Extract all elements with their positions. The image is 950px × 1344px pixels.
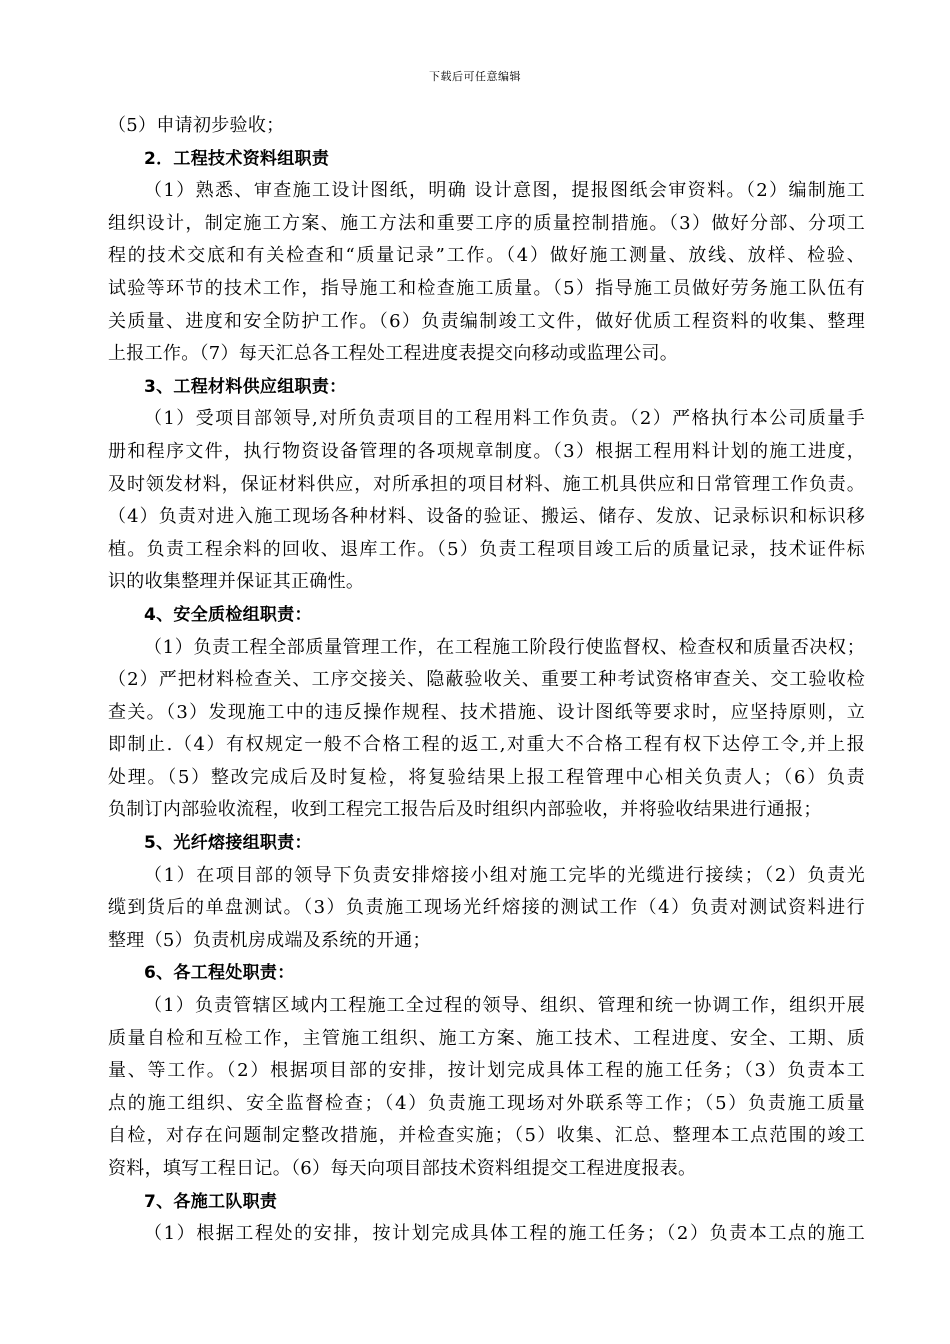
paragraph-line: 上报工作。（7）每天汇总各工程处工程进度表提交向移动或监理公司。 [108,343,679,365]
paragraph-line: 查关。（3）发现施工中的违反操作规程、技术措施、设计图纸等要求时，应坚持原则，立 [108,701,865,723]
paragraph-line: 负制订内部验收流程，收到工程完工报告后及时组织内部验收，并将验收结果进行通报； [108,799,822,821]
paragraph-line: 整理（5）负责机房成端及系统的开通； [108,929,431,951]
section-heading: 5、光纤熔接组职责： [144,833,312,854]
paragraph-line: 组织设计，制定施工方案、施工方法和重要工序的质量控制措施。（3）做好分部、分项工 [108,212,865,234]
paragraph-line: 植。负责工程余料的回收、退库工作。（5）负责工程项目竣工后的质量记录，技术证件标 [108,538,865,560]
paragraph-line: 资料，填写工程日记。（6）每天向项目部技术资料组提交工程进度报表。 [108,1158,697,1179]
paragraph-line: 即制止.（4）有权规定一般不合格工程的返工,对重大不合格工程有权下达停工令,并上报 [108,734,865,756]
section-heading: 3、工程材料供应组职责： [144,376,347,397]
paragraph-line: 识的收集整理并保证其正确性。 [108,571,365,593]
paragraph-line: 质量自检和互检工作，主管施工组织、施工方案、施工技术、工程进度、安全、工期、质 [108,1027,865,1049]
paragraph-line: （1）受项目部领导,对所负责项目的工程用料工作负责。（2）严格执行本公司质量手 [144,408,865,430]
paragraph-line: 处理。（5）整改完成后及时复检，将复验结果上报工程管理中心相关负责人；（6）负责 [108,766,865,788]
paragraph-line: （1）根据工程处的安排，按计划完成具体工程的施工任务；（2）负责本工点的施工 [144,1223,865,1245]
paragraph-line: 缆到货后的单盘测试。（3）负责施工现场光纤熔接的测试工作（4）负责对测试资料进行 [108,897,865,919]
section-heading: 6、各工程处职责： [144,963,295,984]
section-heading: 2．工程技术资料组职责 [144,148,330,169]
section-heading: 7、各施工队职责 [144,1191,278,1212]
paragraph-line: 册和程序文件，执行物资设备管理的各项规章制度。（3）根据工程用料计划的施工进度， [108,440,865,462]
paragraph-line: （4）负责对进入施工现场各种材料、设备的验证、搬运、储存、发放、记录标识和标识移 [108,506,865,528]
paragraph-line: （1）熟悉、审查施工设计图纸，明确 设计意图，提报图纸会审资料。（2）编制施工 [144,180,865,202]
paragraph-line: （5）申请初步验收； [108,115,285,136]
document-body [108,110,865,1251]
paragraph-line: 量、等工作。（2）根据项目部的安排，按计划完成具体工程的施工任务；（3）负责本工 [108,1060,865,1082]
paragraph-line: 关质量、进度和安全防护工作。（6）负责编制竣工文件，做好优质工程资料的收集、整理 [108,310,865,332]
paragraph-line: 试验等环节的技术工作，指导施工和检查施工质量。（5）指导施工员做好劳务施工队伍有 [108,277,865,299]
header-note: 下载后可任意编辑 [429,70,521,83]
paragraph-line: （1）负责工程全部质量管理工作，在工程施工阶段行使监督权、检查权和质量否决权； [144,636,865,658]
paragraph-line: 点的施工组织、安全监督检查；（4）负责施工现场对外联系等工作；（5）负责施工质量 [108,1092,865,1114]
section-heading: 4、安全质检组职责： [144,604,312,625]
paragraph-line: 及时领发材料，保证材料供应，对所承担的项目材料、施工机具供应和日常管理工作负责。 [108,473,865,495]
paragraph-line: 自检，对存在问题制定整改措施，并检查实施；（5）收集、汇总、整理本工点范围的竣工 [108,1125,865,1147]
paragraph-line: （1）负责管辖区域内工程施工全过程的领导、组织、管理和统一协调工作，组织开展 [144,995,865,1017]
paragraph-line: （2）严把材料检查关、工序交接关、隐蔽验收关、重要工种考试资格审查关、交工验收检 [108,669,865,691]
paragraph-line: （1）在项目部的领导下负责安排熔接小组对施工完毕的光缆进行接续；（2）负责光 [144,864,865,886]
paragraph-line: 程的技术交底和有关检查和“质量记录”工作。（4）做好施工测量、放线、放样、检验、 [108,245,865,267]
